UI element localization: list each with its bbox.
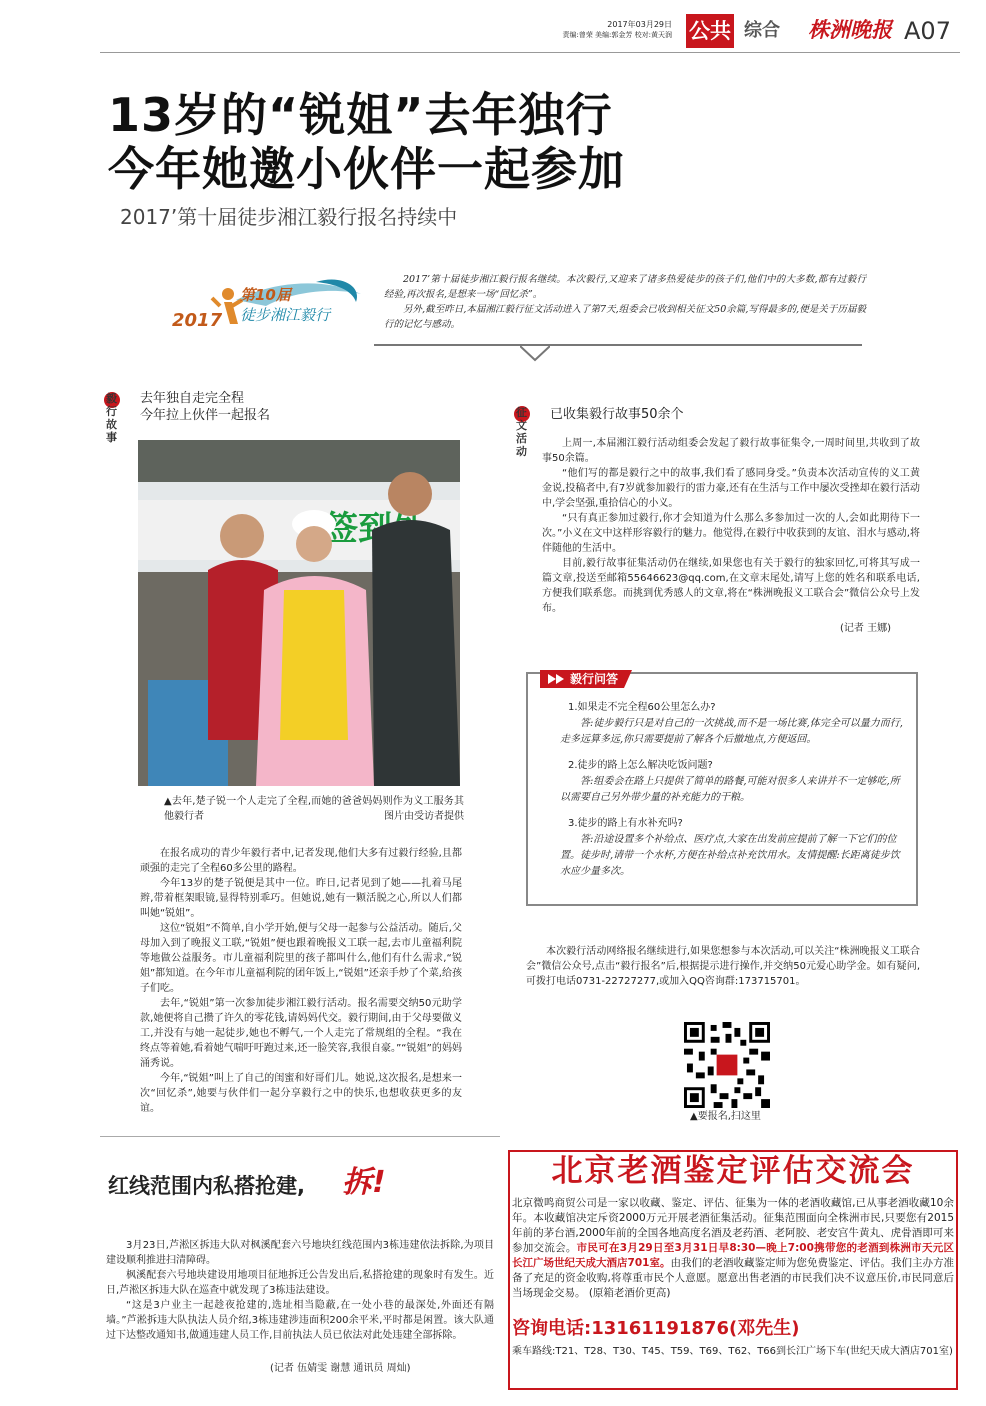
bottom-story-title-emphasis: 拆! (342, 1165, 386, 1200)
ad-body-text: 北京微鸣商贸公司是一家以收藏、鉴定、评估、征集为一体的老酒收藏馆,已从事老酒收藏10余年。本收藏馆决定斥资2000万元开展老酒征集活动。征集范围面向全株洲市民,只要您有2015年前的茅台酒,2000年前的全国各地高度名酒及老药酒、老阿胶、老安宫牛黄丸、虎骨酒即可来参加交流会。 (512, 1197, 954, 1254)
editor-credits: 责编:曾荣 美编:郭金芳 校对:黄天润 (562, 31, 672, 39)
ad-body-tail: 由我们的老酒收藏鉴定师为您免费鉴定、评估。我们主办方准备了充足的资金收购,将尊重市民个人意愿。愿意出售老酒的市民我们决不议意压价,市民同意后当场现金交易。 (原箱老酒价更高) (512, 1257, 955, 1299)
logo-walk-text: 徒步湘江毅行 (240, 306, 331, 324)
story-photo (138, 440, 460, 786)
body-paragraph: 上周一,本届湘江毅行活动组委会发起了毅行故事征集令,一周时间里,共收到了故事50余篇。 (542, 438, 920, 464)
qa-answer: 答:组委会在路上只提供了简单的路餐,可能对很多人来讲并不一定够吃,所以需要自己另外带少量的补充能力的干粮。 (560, 776, 900, 803)
right-story-title: 已收集毅行故事50余个 (550, 407, 684, 422)
body-paragraph: 在报名成功的青少年毅行者中,记者发现,他们大多有过毅行经验,且都顽强的走完了全程60多公里的路程。 (140, 848, 462, 874)
qa-answer: 答:徒步毅行只是对自己的一次挑战,而不是一场比赛,体完全可以量力而行,走多远算多远,你只需要提前了解各个后撤地点,方便返回。 (560, 718, 903, 745)
intro-paragraph: 另外,截至昨日,本届湘江毅行征文活动进入了第7天,组委会已收到相关征文50余篇,写得最多的,便是关于历届毅行的记忆与感动。 (384, 304, 866, 330)
left-story-body (140, 846, 462, 1116)
qa-answer: 答:沿途设置多个补给点、医疗点,大家在出发前应提前了解一下它们的位置。徒步时,请带一个水杯,方便在补给点补充饮用水。友情提醒:长距离徒步饮水应少量多次。 (560, 834, 900, 877)
intro-notch-arrow (520, 346, 550, 362)
headline-line-1: 13岁的“锐姐”去年独行 (108, 88, 613, 142)
logo-edition: 第10届 (240, 286, 291, 304)
body-paragraph: “这是3户业主一起趁夜抢建的,选址相当隐蔽,在一处小巷的最深处,外面还有隔墙。”芦淞拆违大队执法人员介绍,3栋违建涉违面积200余平米,平时都是闲置。该大队通过下达整改通知书,做通违建人员工作,目前执法人员已依法对此处违建全部拆除。 (106, 1300, 494, 1341)
body-paragraph: 3月23日,芦淞区拆违大队对枫溪配套六号地块红线范围内3栋违建依法拆除,为项目建设顺利推进扫清障碍。 (106, 1240, 494, 1266)
ad-phone[interactable]: 咨询电话:13161191876(邓先生) (512, 1318, 800, 1339)
right-story-body (542, 436, 920, 616)
ad-body-highlight: 市民可在3月29日至3月31日早8:30—晚上7:00携带您的老酒到株洲市天元区长江广场世纪天成大酒店701室。 (512, 1242, 954, 1269)
walker-figure-icon (222, 288, 234, 300)
ad-bus-route: 乘车路线:T21、T28、T30、T45、T59、T69、T62、T66到长江广场下车(世纪天成大酒店701室) (512, 1346, 953, 1357)
body-paragraph: 今年,“锐姐”叫上了自己的闺蜜和好哥们儿。她说,这次报名,是想来一次“回忆杀”,她要与伙伴们一起分享毅行之中的快乐,也想收获更多的友谊。 (140, 1073, 462, 1114)
qr-code-icon[interactable] (684, 1022, 770, 1108)
body-paragraph: 目前,毅行故事征集活动仍在继续,如果您也有关于毅行的独家回忆,可将其写成一篇文章,投送至邮箱55646623@qq.com,在文章末尾处,请写上您的姓名和联系电话,方便我们联系您。而挑到优秀感人的文章,将在“株洲晚报义工联合会”微信公众号上发布。 (542, 558, 920, 614)
subheadline: 2017’第十届徒步湘江毅行报名持续中 (120, 205, 458, 229)
intro-paragraph: 2017’第十届徒步湘江毅行报名继续。本次毅行,又迎来了诸多热爱徒步的孩子们,他们中的大多数,都有过毅行经验,再次报名,是想来一场“回忆杀”。 (384, 274, 866, 300)
issue-date: 2017年03月29日 (607, 20, 672, 29)
header-rule (100, 52, 960, 53)
intro-paragraphs (384, 272, 866, 332)
signup-paragraph: 本次毅行活动网络报名继续进行,如果您想参与本次活动,可以关注“株洲晚报义工联合会”微信公众号,点击“毅行报名”后,根据提示进行操作,并交纳50元爱心助学金。如有疑问,可拨打电话0731-22727277,或加入QQ咨询群:173715701。 (526, 946, 920, 987)
bottom-story-body (106, 1238, 494, 1343)
newspaper-logo: 株洲晚报 (808, 18, 892, 42)
qr-caption: ▲要报名,扫这里 (690, 1111, 761, 1122)
logo-year: 2017 (172, 310, 223, 331)
reporter-credit: (记者 伍婧雯 谢慧 通讯员 周灿) (270, 1363, 411, 1374)
qa-question: 3.徒步的路上有水补充吗? (568, 818, 683, 829)
page-number: A07 (904, 17, 951, 45)
body-paragraph: “他们写的都是毅行之中的故事,我们看了感同身受。”负责本次活动宣传的义工黄金说,投稿者中,有7岁就参加毅行的雷力豪,还有在生活与工作中屡次受挫却在毅行活动中,学会坚强,重拾信心的小义。 (542, 468, 920, 509)
subsection-label: 综合 (744, 20, 780, 41)
ad-title: 北京老酒鉴定评估交流会 (551, 1153, 915, 1189)
body-paragraph: 去年,“锐姐”第一次参加徒步湘江毅行活动。报名需要交纳50元助学款,她便将自己攒了许久的零花钱,请妈妈代交。毅行期间,由于父母要做义工,并没有与她一起徒步,她也不孵气,一个人走完了常规组的全程。“我在终点等着她,看着她气喘吁吁跑过来,还一脸笑容,我很自豪。”“锐姐”的妈妈涌秀说。 (140, 998, 462, 1069)
section-badge[interactable]: 公共 (686, 14, 734, 48)
reporter-credit: (记者 王娜) (840, 623, 891, 634)
body-paragraph: “只有真正参加过毅行,你才会知道为什么那么多参加过一次的人,会如此期待下一次。”小义在文中这样形容毅行的魅力。他觉得,在毅行中收获到的友谊、泪水与感动,将伴随他的生活中。 (542, 513, 920, 554)
qa-question: 2.徒步的路上怎么解决吃饭问题? (568, 760, 713, 771)
signup-info (526, 944, 920, 989)
photo-caption (164, 794, 464, 824)
qa-tag-label: 毅行问答 (570, 672, 619, 686)
intro-divider (374, 344, 862, 351)
qa-question: 1.如果走不完全程60公里怎么办? (568, 702, 716, 713)
body-paragraph: 今年13岁的楚子锐便是其中一位。昨日,记者见到了她——扎着马尾辫,带着框架眼镜,显得特别乖巧。但她说,她有一颗活脱之心,所以人们都叫她“锐姐”。 (140, 878, 462, 919)
left-story-title-2: 今年拉上伙伴一起报名 (140, 408, 271, 423)
ad-body (512, 1196, 954, 1301)
section-rule (100, 1136, 500, 1137)
qa-list (560, 700, 906, 890)
bottom-story-title: 红线范围内私搭抢建, (108, 1174, 305, 1198)
body-paragraph: 这位“锐姐”不简单,自小学开始,便与父母一起参与公益活动。随后,父母加入到了晚报义工联,“锐姐”便也跟着晚报义工联一起,去市儿童福利院等地做公益服务。市儿童福利院里的孩子都叫什么,他们有什么需求,“锐姐”都知道。在今年市儿童福利院的团年饭上,“锐姐”还亲手炒了个菜,给孩子们吃。 (140, 923, 462, 994)
headline-line-2: 今年她邀小伙伴一起参加 (108, 142, 625, 196)
body-paragraph: 枫溪配套六号地块建设用地项目征地拆迁公告发出后,私搭抢建的现象时有发生。近日,芦淞区拆违大队在巡查中就发现了3栋违法建设。 (106, 1270, 494, 1296)
column-label-right: 征文活动 (516, 406, 527, 458)
caption-text: ▲去年,楚子锐一个人走完了全程,而她的爸爸妈妈则作为义工服务其他毅行者 (164, 796, 464, 822)
caption-credit: 图片由受访者提供 (384, 811, 464, 822)
column-label-left: 毅行故事 (106, 392, 117, 444)
left-story-title-1: 去年独自走完全程 (140, 391, 245, 406)
